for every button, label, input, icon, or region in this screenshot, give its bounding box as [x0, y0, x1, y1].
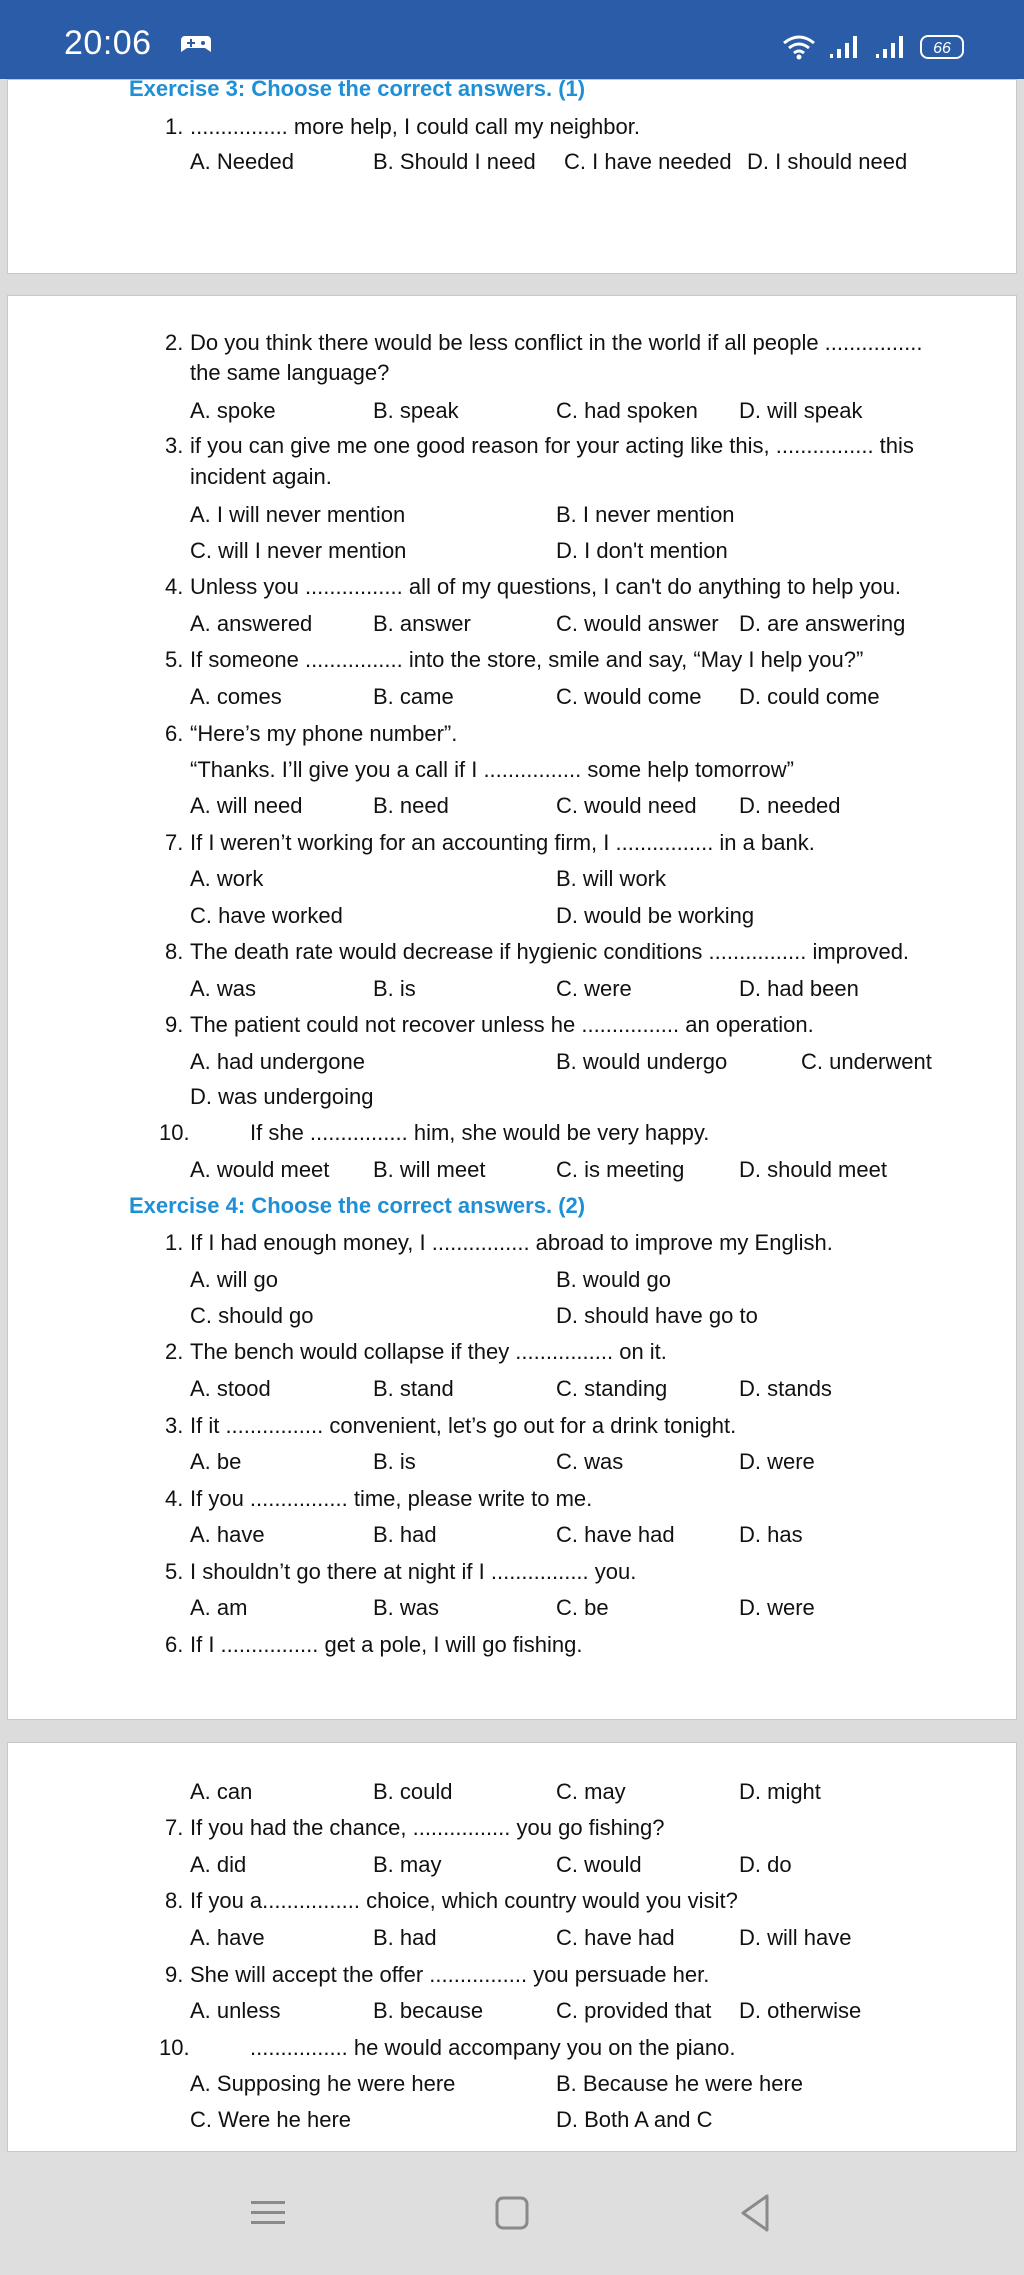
question-number: 6.: [165, 1632, 184, 1657]
question-number: 4.: [165, 574, 184, 599]
option-c: C. would need: [556, 793, 697, 818]
option-b: B. will work: [556, 866, 667, 891]
option-a: A. unless: [190, 1998, 281, 2023]
question-text: “Here’s my phone number”.: [190, 721, 458, 746]
option-a: A. will go: [190, 1267, 279, 1292]
option-b: B. Should I need: [373, 149, 536, 174]
option-c: C. provided that: [556, 1998, 712, 2023]
option-c: C. will I never mention: [190, 538, 407, 563]
option-b: B. had: [373, 1925, 437, 1950]
question-text: I shouldn’t go there at night if I ................ you.: [190, 1559, 637, 1584]
option-a: A. spoke: [190, 398, 276, 423]
document-page-1: [7, 76, 1017, 274]
option-b: B. because: [373, 1998, 484, 2023]
option-d: D. would be working: [556, 903, 755, 928]
option-c: C. I have needed: [564, 149, 732, 174]
option-b: B. need: [373, 793, 449, 818]
question-number: 7.: [165, 1815, 184, 1840]
option-b: B. may: [373, 1852, 442, 1877]
option-c: C. may: [556, 1779, 626, 1804]
option-a: A. did: [190, 1852, 247, 1877]
option-a: A. have: [190, 1522, 265, 1547]
question-text-cont: incident again.: [190, 464, 332, 489]
option-c: C. underwent: [801, 1049, 932, 1074]
home-icon[interactable]: [487, 2188, 537, 2238]
question-text: ................ more help, I could call my neighbor.: [190, 114, 640, 139]
option-c: C. would answer: [556, 611, 719, 636]
question-text: if you can give me one good reason for your acting like this, ................ this: [190, 433, 914, 458]
option-c: C. should go: [190, 1303, 314, 1328]
option-a: A. be: [190, 1449, 242, 1474]
option-c: C. Were he here: [190, 2107, 352, 2132]
option-b: B. could: [373, 1779, 453, 1804]
question-number: 2.: [165, 1339, 184, 1364]
option-d: D. were: [739, 1595, 815, 1620]
question-text: If you had the chance, ................ you go fishing?: [190, 1815, 665, 1840]
option-c: C. have worked: [190, 903, 343, 928]
option-b: B. Because he were here: [556, 2071, 804, 2096]
question-number: 10.: [159, 2035, 190, 2060]
option-a: A. will need: [190, 793, 303, 818]
question-text: She will accept the offer ................ you persuade her.: [190, 1962, 710, 1987]
option-c: C. have had: [556, 1522, 675, 1547]
option-d: D. were: [739, 1449, 815, 1474]
option-c: C. standing: [556, 1376, 668, 1401]
cell-signal-1-icon: [828, 34, 862, 60]
question-text: If she ................ him, she would be very happy.: [250, 1120, 710, 1145]
option-d: D. could come: [739, 684, 880, 709]
option-b: B. is: [373, 976, 416, 1001]
option-b: B. answer: [373, 611, 471, 636]
navigation-bar: [0, 2152, 1024, 2275]
option-b: B. will meet: [373, 1157, 486, 1182]
option-d: D. stands: [739, 1376, 832, 1401]
option-a: A. have: [190, 1925, 265, 1950]
option-b: B. would go: [556, 1267, 671, 1292]
question-number: 7.: [165, 830, 184, 855]
question-number: 6.: [165, 721, 184, 746]
document-page-2: [7, 295, 1017, 1720]
option-c: C. had spoken: [556, 398, 698, 423]
question-text: If I had enough money, I ................ abroad to improve my English.: [190, 1230, 833, 1255]
question-number: 8.: [165, 939, 184, 964]
question-number: 9.: [165, 1012, 184, 1037]
cell-signal-2-icon: [874, 34, 908, 60]
game-controller-icon: [180, 34, 212, 56]
question-number: 10.: [159, 1120, 190, 1145]
option-a: A. am: [190, 1595, 248, 1620]
question-number: 5.: [165, 1559, 184, 1584]
option-b: B. is: [373, 1449, 416, 1474]
exercise-3-heading: Exercise 3: Choose the correct answers. (1): [129, 76, 586, 101]
option-d: D. should meet: [739, 1157, 887, 1182]
option-a: A. Needed: [190, 149, 294, 174]
option-a: A. would meet: [190, 1157, 330, 1182]
question-number: 2.: [165, 330, 184, 355]
question-text: The bench would collapse if they ................ on it.: [190, 1339, 667, 1364]
option-c: C. have had: [556, 1925, 675, 1950]
option-c: C. was: [556, 1449, 624, 1474]
status-bar: [0, 0, 1024, 79]
question-number: 1.: [165, 1230, 184, 1255]
question-number: 3.: [165, 1413, 184, 1438]
option-d: D. should have go to: [556, 1303, 758, 1328]
question-text-cont: “Thanks. I’ll give you a call if I ................ some help tomorrow”: [190, 757, 794, 782]
question-text: If I ................ get a pole, I will go fishing.: [190, 1632, 583, 1657]
option-d: D. had been: [739, 976, 859, 1001]
option-b: B. would undergo: [556, 1049, 728, 1074]
option-a: A. stood: [190, 1376, 271, 1401]
option-b: B. speak: [373, 398, 459, 423]
option-d: D. Both A and C: [556, 2107, 713, 2132]
question-text: If I weren’t working for an accounting firm, I ................ in a bank.: [190, 830, 815, 855]
option-d: D. will have: [739, 1925, 852, 1950]
option-a: A. was: [190, 976, 257, 1001]
option-a: A. work: [190, 866, 264, 891]
option-d: D. might: [739, 1779, 821, 1804]
option-d: D. was undergoing: [190, 1084, 374, 1109]
question-text: If it ................ convenient, let’s go out for a drink tonight.: [190, 1413, 737, 1438]
exercise-4-heading: Exercise 4: Choose the correct answers. (2): [129, 1193, 586, 1218]
question-text: Do you think there would be less conflict in the world if all people ................: [190, 330, 923, 355]
document-page-3: [7, 1742, 1017, 2152]
wifi-icon: [782, 34, 816, 60]
back-icon[interactable]: [731, 2188, 781, 2238]
question-number: 3.: [165, 433, 184, 458]
option-a: A. can: [190, 1779, 253, 1804]
question-text: The patient could not recover unless he ................ an operation.: [190, 1012, 814, 1037]
question-number: 4.: [165, 1486, 184, 1511]
option-d: D. otherwise: [739, 1998, 862, 2023]
option-b: B. had: [373, 1522, 437, 1547]
option-b: B. was: [373, 1595, 440, 1620]
option-c: C. would come: [556, 684, 702, 709]
option-c: C. is meeting: [556, 1157, 685, 1182]
question-text: The death rate would decrease if hygienic conditions ................ improved.: [190, 939, 910, 964]
question-number: 1.: [165, 114, 184, 139]
option-a: A. comes: [190, 684, 282, 709]
question-text: Unless you ................ all of my questions, I can't do anything to help you.: [190, 574, 902, 599]
option-d: D. are answering: [739, 611, 906, 636]
status-time: 20:06: [64, 24, 152, 62]
option-b: B. came: [373, 684, 454, 709]
option-d: D. do: [739, 1852, 792, 1877]
option-d: D. will speak: [739, 398, 863, 423]
menu-icon[interactable]: [243, 2188, 293, 2238]
option-d: D. I don't mention: [556, 538, 728, 563]
option-c: C. were: [556, 976, 632, 1001]
question-text: If someone ................ into the store, smile and say, “May I help you?”: [190, 647, 864, 672]
question-number: 5.: [165, 647, 184, 672]
question-text: If you a................ choice, which country would you visit?: [190, 1888, 738, 1913]
question-text: If you ................ time, please write to me.: [190, 1486, 593, 1511]
question-text: ................ he would accompany you on the piano.: [250, 2035, 736, 2060]
option-c: C. would: [556, 1852, 642, 1877]
option-b: B. stand: [373, 1376, 454, 1401]
option-a: A. Supposing he were here: [190, 2071, 456, 2096]
question-number: 9.: [165, 1962, 184, 1987]
option-c: C. be: [556, 1595, 609, 1620]
option-d: D. has: [739, 1522, 803, 1547]
question-text-cont: the same language?: [190, 360, 390, 385]
option-b: B. I never mention: [556, 502, 735, 527]
option-a: A. had undergone: [190, 1049, 365, 1074]
option-a: A. answered: [190, 611, 313, 636]
option-a: A. I will never mention: [190, 502, 406, 527]
question-number: 8.: [165, 1888, 184, 1913]
option-d: D. needed: [739, 793, 841, 818]
option-d: D. I should need: [747, 149, 908, 174]
battery-indicator: 66: [920, 35, 964, 59]
